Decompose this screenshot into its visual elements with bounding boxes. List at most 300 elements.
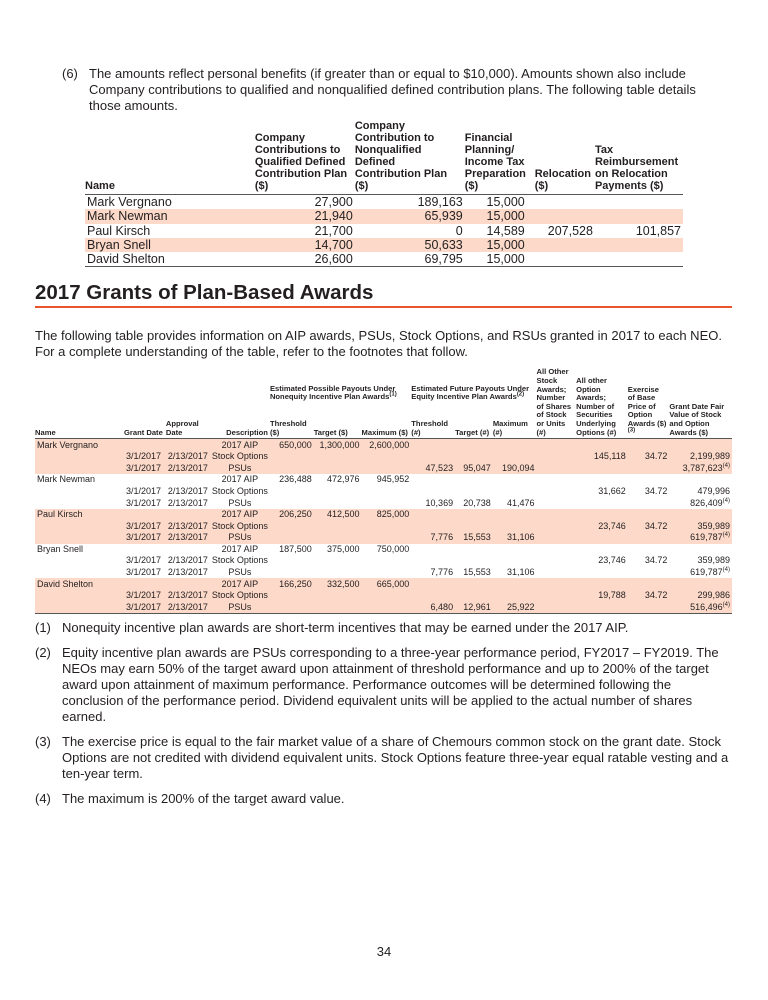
- table-cell: [314, 590, 362, 602]
- cell-value: 375,000: [327, 543, 360, 554]
- table-cell: [411, 578, 455, 590]
- group-header-label: Estimated Possible Payouts Under Nonequity Incentive Plan Awards: [269, 383, 396, 402]
- table-cell: [669, 567, 732, 579]
- table-cell: [576, 486, 628, 498]
- table-cell: [411, 520, 455, 532]
- table-cell: [166, 462, 210, 474]
- table-cell: [628, 474, 670, 486]
- column-header-label: Description: [226, 427, 268, 437]
- table-cell: 0: [455, 223, 463, 238]
- table-cell: [166, 532, 210, 544]
- cell-value: 3/1/2017: [125, 590, 162, 601]
- column-header-label: Maximum ($): [361, 427, 408, 437]
- cell-value: 7,776: [430, 532, 454, 543]
- table-cell: [669, 486, 732, 498]
- cell-value: 47,523: [425, 462, 454, 473]
- table-cell: [124, 509, 166, 521]
- table-cell: [537, 602, 577, 614]
- table-cell: [537, 497, 577, 509]
- table-cell: [455, 544, 493, 556]
- table-cell: [669, 578, 732, 590]
- table-cell: [124, 462, 166, 474]
- table-cell: [124, 497, 166, 509]
- cell-value: Stock Options: [211, 555, 268, 566]
- column-header: [576, 368, 628, 438]
- column-header: [493, 404, 537, 439]
- table-row: [35, 532, 732, 544]
- table-cell: [210, 567, 270, 579]
- row-name: Paul Kirsch: [87, 223, 151, 238]
- cell-value: 34.72: [644, 451, 668, 462]
- column-header: [455, 404, 493, 439]
- table-row: [35, 462, 732, 474]
- table-cell: [535, 238, 595, 252]
- cell-value: PSUs: [228, 532, 252, 543]
- table-cell: 14,589: [486, 223, 525, 238]
- table-cell: [314, 578, 362, 590]
- table-cell: [537, 590, 577, 602]
- column-header: [35, 368, 124, 438]
- table-cell: [628, 590, 670, 602]
- table-cell: [210, 497, 270, 509]
- table-cell: [455, 439, 493, 451]
- row-name: [35, 462, 124, 474]
- cell-value: 2017 AIP: [221, 578, 259, 589]
- table-cell: [493, 555, 537, 567]
- cell-value: 412,500: [327, 509, 360, 520]
- table-cell: [314, 602, 362, 614]
- table-cell: [493, 486, 537, 498]
- table-cell: [270, 451, 314, 463]
- table-cell: [576, 462, 628, 474]
- table-cell: [166, 497, 210, 509]
- table-row: [35, 497, 732, 509]
- table-cell: [270, 497, 314, 509]
- table-cell: [537, 567, 577, 579]
- table-cell: [628, 439, 670, 451]
- table-cell: [493, 567, 537, 579]
- cell-value: PSUs: [228, 462, 252, 473]
- group-header-label: Estimated Future Payouts Under Equity Incentive Plan Awards: [411, 383, 530, 402]
- table-cell: [595, 252, 683, 267]
- cell-value: 2/13/2017: [167, 520, 208, 531]
- footnote-number: (6): [62, 66, 78, 81]
- table-cell: [669, 509, 732, 521]
- footnote-ref: (2): [516, 391, 525, 398]
- row-name: Mark Newman: [85, 209, 255, 223]
- table-cell: [124, 532, 166, 544]
- column-header-label: All Other Stock Awards; Number of Shares of Stock or Units (#): [536, 367, 572, 437]
- benefits-table: [85, 120, 683, 267]
- table-cell: [493, 439, 537, 451]
- cell-value: 20,738: [463, 497, 491, 508]
- table-cell: [124, 567, 166, 579]
- cell-value: 2/13/2017: [167, 567, 208, 578]
- footnote-text: Nonequity incentive plan awards are short-term incentives that may be earned under the 2017 AIP.: [62, 620, 629, 636]
- table-cell: [411, 474, 455, 486]
- table-cell: [210, 486, 270, 498]
- table-cell: [166, 555, 210, 567]
- table-cell: [314, 486, 362, 498]
- table-cell: [628, 509, 670, 521]
- table-cell: [210, 520, 270, 532]
- table-cell: [537, 532, 577, 544]
- table-cell: [411, 590, 455, 602]
- footnote-ref: (4): [722, 462, 730, 469]
- column-header-label: Target (#): [455, 427, 490, 437]
- table-cell: [576, 497, 628, 509]
- table-cell: [314, 497, 362, 509]
- table-cell: [166, 486, 210, 498]
- table-cell: [166, 474, 210, 486]
- table-cell: 14,700: [255, 238, 355, 252]
- table-cell: 15,000: [465, 252, 535, 267]
- table-cell: 26,600: [255, 252, 355, 267]
- table-cell: [669, 474, 732, 486]
- cell-value: 3/1/2017: [125, 555, 162, 566]
- table-cell: [455, 497, 493, 509]
- cell-value: 3/1/2017: [125, 520, 162, 531]
- table-cell: [493, 520, 537, 532]
- table-cell: [411, 532, 455, 544]
- table-cell: [576, 451, 628, 463]
- footnote-ref: (4): [722, 497, 730, 504]
- page-number: 34: [376, 944, 392, 959]
- table-cell: [124, 474, 166, 486]
- cell-value: 665,000: [376, 578, 410, 589]
- cell-value: 236,488: [279, 474, 312, 485]
- cell-value: 359,989: [697, 555, 730, 566]
- table-cell: [628, 532, 670, 544]
- row-name: David Shelton: [85, 252, 255, 267]
- footnote-text: Equity incentive plan awards are PSUs corresponding to a three-year performance period, FY2017 – FY2019. The NEOs may earn 50% of the target award upon attainment of threshold performance and up to 200% of the target award upon attainment of maximum performance. Performance outcomes will be determined following the conclusion of the performance period. Dividend equivalent units will be applied to the actual number of shares earned.: [62, 645, 719, 725]
- footnote-text: The maximum is 200% of the target award value.: [62, 791, 345, 807]
- table-cell: [669, 520, 732, 532]
- table-cell: [362, 544, 412, 556]
- table-cell: [270, 578, 314, 590]
- table-cell: [628, 602, 670, 614]
- cell-value: 3/1/2017: [125, 485, 162, 496]
- table-cell: 21,700: [314, 223, 353, 238]
- table-cell: [124, 578, 166, 590]
- column-header: [537, 368, 577, 438]
- cell-value: 619,787: [690, 532, 723, 543]
- column-header: Tax Reimbursement on Relocation Payments ($): [595, 120, 683, 195]
- cell-value: Stock Options: [211, 590, 268, 601]
- table-cell: [210, 590, 270, 602]
- column-header: Name: [85, 120, 255, 195]
- column-header-label: Grant Date: [123, 427, 163, 437]
- cell-value: PSUs: [228, 601, 252, 612]
- footnotes: [35, 620, 730, 807]
- cell-value: 3/1/2017: [125, 497, 162, 508]
- row-name: Mark Newman: [37, 474, 96, 485]
- table-row: [35, 578, 732, 590]
- table-cell: [537, 544, 577, 556]
- table-cell: [411, 544, 455, 556]
- table-cell: [628, 451, 670, 463]
- table-cell: [493, 474, 537, 486]
- table-cell: [314, 451, 362, 463]
- table-cell: [537, 555, 577, 567]
- column-header: [628, 368, 670, 438]
- table-cell: [669, 544, 732, 556]
- cell-value: 650,000: [279, 439, 312, 450]
- table-row: [35, 451, 732, 463]
- table-cell: [411, 451, 455, 463]
- table-cell: [362, 567, 412, 579]
- table-cell: [362, 532, 412, 544]
- table-cell: [210, 474, 270, 486]
- table-cell: [576, 590, 628, 602]
- row-name: [35, 497, 124, 509]
- cell-value: 2/13/2017: [167, 555, 208, 566]
- cell-value: 15,553: [463, 567, 491, 578]
- table-cell: [314, 555, 362, 567]
- cell-value: 2/13/2017: [167, 601, 208, 612]
- cell-value: 3/1/2017: [125, 601, 162, 612]
- cell-value: 7,776: [430, 567, 454, 578]
- table-cell: [628, 497, 670, 509]
- table-cell: [455, 555, 493, 567]
- table-cell: [270, 474, 314, 486]
- table-cell: [362, 462, 412, 474]
- footnote-ref: (4): [722, 601, 730, 608]
- table-cell: [314, 544, 362, 556]
- row-name: Bryan Snell: [85, 238, 255, 252]
- table-cell: [535, 252, 595, 267]
- cell-value: 472,976: [327, 474, 360, 485]
- column-header: Financial Planning/ Income Tax Preparation ($): [465, 120, 535, 195]
- cell-value: 2/13/2017: [167, 451, 208, 462]
- column-header-label: Grant Date Fair Value of Stock and Option Awards ($): [669, 401, 725, 437]
- cell-value: 2017 AIP: [221, 509, 259, 520]
- table-cell: [124, 439, 166, 451]
- table-cell: [270, 439, 314, 451]
- cell-value: 31,662: [598, 485, 626, 496]
- table-cell: [628, 567, 670, 579]
- table-cell: [576, 474, 628, 486]
- cell-value: 3/1/2017: [125, 532, 162, 543]
- group-header-equity: [411, 368, 536, 404]
- footnote-ref: (4): [722, 567, 730, 574]
- table-row: [85, 252, 683, 267]
- column-header-label: Name: [35, 427, 56, 437]
- table-cell: [669, 602, 732, 614]
- table-cell: [166, 509, 210, 521]
- table-cell: [669, 590, 732, 602]
- cell-value: 2,600,000: [369, 439, 410, 450]
- cell-value: 31,106: [506, 532, 535, 543]
- table-cell: 50,633: [355, 238, 465, 252]
- cell-value: 34.72: [644, 485, 668, 496]
- table-cell: [270, 590, 314, 602]
- cell-value: 825,000: [376, 509, 410, 520]
- table-cell: [270, 555, 314, 567]
- table-cell: 207,528: [547, 223, 593, 238]
- table-cell: [537, 578, 577, 590]
- cell-value: 2/13/2017: [167, 485, 208, 496]
- table-cell: [270, 602, 314, 614]
- table-cell: [455, 451, 493, 463]
- cell-value: 2/13/2017: [167, 497, 208, 508]
- cell-value: 34.72: [644, 590, 668, 601]
- footnote-ref: (1): [389, 391, 397, 398]
- table-cell: [210, 578, 270, 590]
- table-cell: [362, 520, 412, 532]
- table-cell: 101,857: [635, 223, 681, 238]
- cell-value: 187,500: [279, 543, 312, 554]
- table-cell: [362, 439, 412, 451]
- footnote-text: The amounts reflect personal benefits (if greater than or equal to $10,000). Amounts shown also include Company contributions to qualified and nonqualified defined contribution plans. The following table details those amounts.: [89, 66, 696, 113]
- footnote-number: (1): [35, 620, 51, 636]
- table-cell: [166, 578, 210, 590]
- column-header-label: Exercise of Base Price of Option Awards ($): [627, 384, 667, 429]
- table-cell: [124, 602, 166, 614]
- table-cell: [537, 451, 577, 463]
- table-cell: [124, 544, 166, 556]
- cell-value: 3,787,623: [682, 462, 723, 473]
- row-name: Bryan Snell: [37, 543, 84, 554]
- table-cell: [411, 509, 455, 521]
- table-cell: [455, 462, 493, 474]
- row-name: Paul Kirsch: [35, 509, 124, 521]
- row-name: [35, 590, 124, 602]
- table-cell: [411, 567, 455, 579]
- table-cell: 27,900: [314, 195, 353, 210]
- table-row: [35, 486, 732, 498]
- table-cell: [314, 509, 362, 521]
- cell-value: 23,746: [598, 520, 626, 531]
- row-name: Mark Vergnano: [35, 439, 124, 451]
- cell-value: 359,989: [697, 520, 730, 531]
- table-cell: [669, 462, 732, 474]
- table-cell: [493, 509, 537, 521]
- cell-value: 826,409: [690, 497, 723, 508]
- table-cell: [535, 195, 595, 210]
- cell-value: 15,553: [463, 532, 491, 543]
- table-cell: [210, 439, 270, 451]
- footnote-2: [35, 645, 730, 725]
- row-name: [35, 567, 124, 579]
- cell-value: 166,250: [279, 578, 312, 589]
- cell-value: 12,961: [463, 601, 491, 612]
- table-cell: [166, 439, 210, 451]
- table-cell: [314, 520, 362, 532]
- group-header-nonequity: [270, 368, 411, 404]
- footnote-ref: (3): [627, 427, 636, 434]
- section-title: 2017 Grants of Plan-Based Awards: [35, 281, 374, 305]
- table-cell: [576, 567, 628, 579]
- row-name: [35, 486, 124, 498]
- table-cell: [455, 520, 493, 532]
- row-name: David Shelton: [35, 578, 124, 590]
- cell-value: 2/13/2017: [167, 590, 208, 601]
- table-cell: [166, 544, 210, 556]
- table-cell: [595, 195, 683, 210]
- row-name: [35, 451, 124, 463]
- table-cell: [537, 462, 577, 474]
- cell-value: 190,094: [501, 462, 535, 473]
- cell-value: 34.72: [644, 555, 668, 566]
- table-cell: [124, 590, 166, 602]
- column-header: [270, 404, 314, 439]
- column-header: Company Contributions to Qualified Defined Contribution Plan ($): [255, 120, 355, 195]
- cell-value: 3/1/2017: [125, 567, 162, 578]
- table-cell: [362, 474, 412, 486]
- footnote-3: [35, 734, 730, 782]
- table-cell: [270, 520, 314, 532]
- cell-value: Stock Options: [211, 451, 268, 462]
- table-cell: [270, 509, 314, 521]
- table-cell: [669, 451, 732, 463]
- table-row: [35, 439, 732, 451]
- table-cell: [455, 474, 493, 486]
- cell-value: 2,199,989: [689, 451, 730, 462]
- table-cell: [362, 590, 412, 602]
- column-header-label: Approval Date: [165, 419, 199, 437]
- cell-value: Stock Options: [211, 520, 268, 531]
- table-cell: [669, 555, 732, 567]
- table-cell: [455, 578, 493, 590]
- table-cell: [210, 532, 270, 544]
- table-cell: [493, 497, 537, 509]
- cell-value: 25,922: [506, 601, 535, 612]
- cell-value: 95,047: [463, 462, 491, 473]
- table-cell: [124, 486, 166, 498]
- row-name: [35, 532, 124, 544]
- table-cell: [411, 439, 455, 451]
- table-row: [35, 602, 732, 614]
- table-row: [85, 238, 683, 252]
- table-row: [35, 555, 732, 567]
- table-cell: [362, 555, 412, 567]
- cell-value: 619,787: [690, 567, 723, 578]
- cell-value: 34.72: [644, 520, 668, 531]
- footnote-ref: (4): [722, 532, 730, 539]
- column-header: [669, 368, 732, 438]
- table-cell: 15,000: [465, 209, 535, 223]
- table-cell: 69,795: [355, 252, 465, 267]
- table-row: [35, 520, 732, 532]
- cell-value: 750,000: [376, 543, 410, 554]
- cell-value: 206,250: [279, 509, 312, 520]
- table-cell: [166, 520, 210, 532]
- table-cell: [314, 439, 362, 451]
- cell-value: 41,476: [506, 497, 535, 508]
- table-cell: [576, 509, 628, 521]
- row-name: Mark Vergnano: [87, 195, 172, 210]
- column-header: Company Contribution to Nonqualified Defined Contribution Plan ($): [355, 120, 465, 195]
- table-cell: [537, 520, 577, 532]
- cell-value: 2/13/2017: [167, 462, 208, 473]
- table-cell: [628, 486, 670, 498]
- table-cell: [576, 544, 628, 556]
- table-row: [35, 544, 732, 556]
- cell-value: 516,496: [690, 601, 723, 612]
- column-header-label: Threshold (#): [411, 419, 449, 437]
- row-name: [35, 520, 124, 532]
- table-cell: [493, 590, 537, 602]
- table-cell: [576, 532, 628, 544]
- cell-value: 10,369: [425, 497, 454, 508]
- table-row: [85, 209, 683, 223]
- table-cell: [362, 509, 412, 521]
- grants-table: [35, 368, 732, 614]
- table-cell: [455, 567, 493, 579]
- table-cell: [455, 509, 493, 521]
- table-cell: [628, 555, 670, 567]
